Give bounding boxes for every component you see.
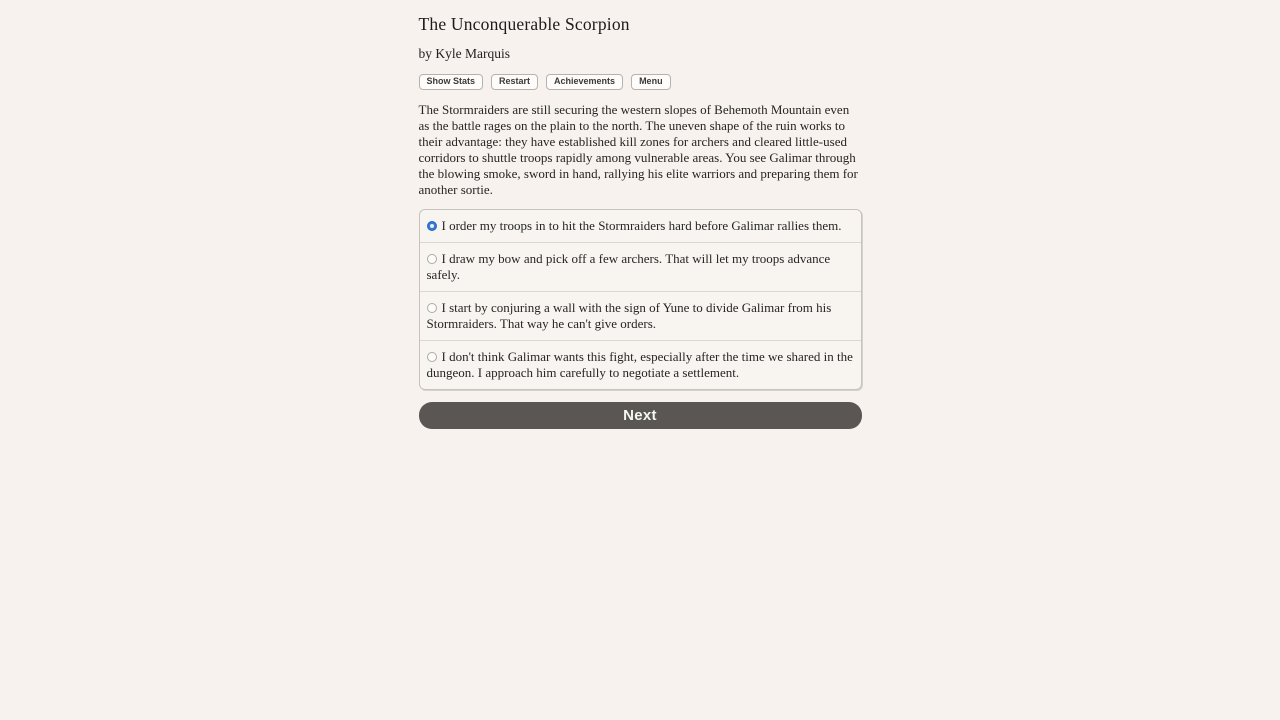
choice-list	[419, 209, 862, 390]
toolbar	[419, 74, 862, 90]
radio-button-icon[interactable]	[427, 303, 437, 313]
story-paragraph: The Stormraiders are still securing the western slopes of Behemoth Mountain even as the battle rages on the plain to the north. The uneven shape of the ruin works to their advantage: they have established kill zones for archers and cleared little-used corridors to shuttle troops rapidly among vulnerable areas. You see Galimar through the blowing smoke, sword in hand, rallying his elite warriors and preparing them for another sortie.	[418, 102, 858, 197]
choice-option-3[interactable]	[420, 292, 861, 341]
choice-option-label: I draw my bow and pick off a few archers. That will let my troops advance safely.	[426, 251, 831, 282]
menu-button[interactable]: Menu	[631, 74, 671, 90]
show-stats-button[interactable]: Show Stats	[419, 74, 484, 90]
choice-option-1[interactable]	[420, 210, 861, 243]
choice-option-label: I order my troops in to hit the Stormraiders hard before Galimar rallies them.	[441, 218, 842, 233]
radio-button-icon[interactable]	[427, 254, 437, 264]
author-byline: by Kyle Marquis	[418, 46, 510, 61]
choice-option-label: I don't think Galimar wants this fight, especially after the time we shared in the dungeon. I approach him carefully to negotiate a settlement.	[426, 349, 853, 380]
restart-button[interactable]: Restart	[491, 74, 538, 90]
choice-option-4[interactable]	[420, 341, 861, 389]
radio-button-icon[interactable]	[427, 221, 437, 231]
page-title: The Unconquerable Scorpion	[418, 14, 630, 34]
next-button[interactable]: Next	[419, 402, 862, 429]
game-page	[419, 0, 862, 429]
choice-option-label: I start by conjuring a wall with the sign of Yune to divide Galimar from his Stormraiders. That way he can't give orders.	[426, 300, 832, 331]
achievements-button[interactable]: Achievements	[546, 74, 623, 90]
choice-option-2[interactable]	[420, 243, 861, 292]
radio-button-icon[interactable]	[427, 352, 437, 362]
